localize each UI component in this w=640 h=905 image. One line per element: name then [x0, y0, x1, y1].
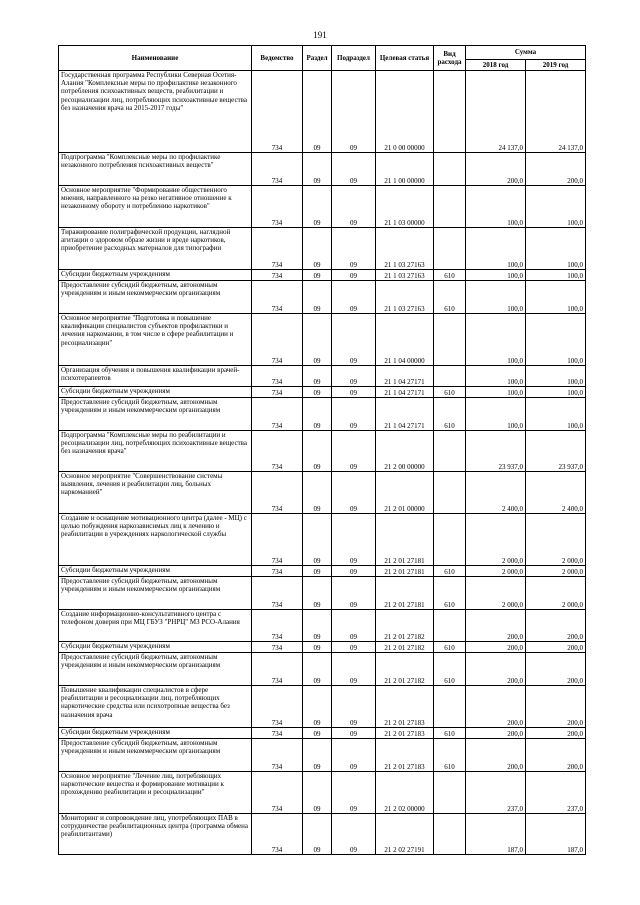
cell-sum-2018: 2 400,0	[466, 472, 526, 514]
cell-target: 21 2 00 00000	[376, 431, 434, 472]
cell-department: 734	[252, 514, 303, 566]
cell-expense-type	[434, 186, 466, 228]
cell-department: 734	[252, 153, 303, 186]
cell-sum-2019: 100,0	[526, 366, 586, 387]
cell-department: 734	[252, 71, 303, 153]
cell-sum-2019: 2 000,0	[526, 566, 586, 577]
cell-name: Предоставление субсидий бюджетным, автономным учреждениям и иным некоммерческим организациям	[59, 577, 252, 610]
cell-target: 21 1 03 00000	[376, 186, 434, 228]
cell-section: 09	[303, 387, 332, 398]
header-name: Наименование	[59, 46, 252, 71]
cell-expense-type	[434, 431, 466, 472]
cell-section: 09	[303, 653, 332, 686]
cell-sum-2018: 23 937,0	[466, 431, 526, 472]
cell-target: 21 2 01 27182	[376, 610, 434, 642]
cell-name: Субсидии бюджетным учреждениям	[59, 642, 252, 653]
cell-subsection: 09	[332, 686, 376, 728]
cell-sum-2019: 24 137,0	[526, 71, 586, 153]
cell-sum-2019: 2 400,0	[526, 472, 586, 514]
cell-section: 09	[303, 71, 332, 153]
header-year-2019: 2019 год	[526, 60, 586, 71]
cell-expense-type: 610	[434, 270, 466, 281]
cell-sum-2018: 200,0	[466, 653, 526, 686]
cell-sum-2018: 24 137,0	[466, 71, 526, 153]
table-row	[59, 772, 586, 814]
cell-sum-2018: 200,0	[466, 686, 526, 728]
cell-section: 09	[303, 186, 332, 228]
cell-sum-2018: 100,0	[466, 270, 526, 281]
cell-department: 734	[252, 577, 303, 610]
cell-subsection: 09	[332, 739, 376, 772]
cell-subsection: 09	[332, 71, 376, 153]
cell-sum-2018: 187,0	[466, 814, 526, 855]
cell-sum-2019: 2 000,0	[526, 514, 586, 566]
cell-section: 09	[303, 398, 332, 431]
cell-target: 21 2 01 27183	[376, 728, 434, 739]
cell-expense-type	[434, 314, 466, 366]
header-subsection: Подраздел	[332, 46, 376, 71]
cell-section: 09	[303, 577, 332, 610]
cell-name: Создание и оснащение мотивационного центра (далее - МЦ) с целью побуждения наркозависимых лиц к лечению и реабилитации в учреждениях наркологической службы	[59, 514, 252, 566]
cell-sum-2018: 200,0	[466, 153, 526, 186]
table-row	[59, 314, 586, 366]
table-row	[59, 398, 586, 431]
cell-department: 734	[252, 281, 303, 314]
cell-name: Субсидии бюджетным учреждениям	[59, 566, 252, 577]
cell-name: Субсидии бюджетным учреждениям	[59, 387, 252, 398]
cell-department: 734	[252, 610, 303, 642]
cell-subsection: 09	[332, 772, 376, 814]
cell-sum-2018: 100,0	[466, 398, 526, 431]
cell-department: 734	[252, 366, 303, 387]
cell-name: Подпрограмма "Комплексные меры по реабилитации и ресоциализации лиц, потребляющих психоактивные вещества без назначения врача"	[59, 431, 252, 472]
cell-section: 09	[303, 814, 332, 855]
cell-target: 21 2 02 27191	[376, 814, 434, 855]
table-row	[59, 610, 586, 642]
cell-section: 09	[303, 739, 332, 772]
cell-department: 734	[252, 387, 303, 398]
table-row	[59, 739, 586, 772]
cell-section: 09	[303, 772, 332, 814]
cell-sum-2019: 100,0	[526, 281, 586, 314]
cell-sum-2018: 100,0	[466, 314, 526, 366]
cell-sum-2019: 237,0	[526, 772, 586, 814]
cell-department: 734	[252, 186, 303, 228]
page-number: 191	[313, 30, 327, 40]
cell-sum-2019: 200,0	[526, 653, 586, 686]
cell-department: 734	[252, 431, 303, 472]
cell-subsection: 09	[332, 228, 376, 270]
table-row	[59, 387, 586, 398]
cell-section: 09	[303, 686, 332, 728]
table-row	[59, 153, 586, 186]
cell-subsection: 09	[332, 577, 376, 610]
cell-name: Субсидии бюджетным учреждениям	[59, 728, 252, 739]
cell-expense-type	[434, 153, 466, 186]
cell-sum-2019: 2 000,0	[526, 577, 586, 610]
cell-name: Мониторинг и сопровождение лиц, употребляющих ПАВ в сотрудничестве реабилитационных центра (программа обмена реабилитантами)	[59, 814, 252, 855]
cell-department: 734	[252, 772, 303, 814]
header-target: Целевая статья	[376, 46, 434, 71]
table-row	[59, 431, 586, 472]
cell-sum-2019: 187,0	[526, 814, 586, 855]
table-row	[59, 577, 586, 610]
cell-section: 09	[303, 514, 332, 566]
cell-department: 734	[252, 398, 303, 431]
cell-subsection: 09	[332, 653, 376, 686]
cell-target: 21 1 04 27171	[376, 366, 434, 387]
cell-sum-2018: 100,0	[466, 281, 526, 314]
cell-section: 09	[303, 472, 332, 514]
cell-expense-type: 610	[434, 281, 466, 314]
cell-target: 21 1 04 27171	[376, 398, 434, 431]
cell-sum-2019: 200,0	[526, 642, 586, 653]
cell-name: Тиражирование полиграфической продукции, наглядной агитации о здоровом образе жизни и вреде наркотиков, приобретение расходных материалов для типографии	[59, 228, 252, 270]
cell-subsection: 09	[332, 281, 376, 314]
budget-table-body	[59, 71, 586, 855]
cell-subsection: 09	[332, 398, 376, 431]
cell-expense-type	[434, 772, 466, 814]
cell-sum-2018: 100,0	[466, 186, 526, 228]
table-row	[59, 728, 586, 739]
cell-name: Создание информационно-консультативного центра с телефоном доверия при МЦ ГБУЗ "РНРЦ" МЗ РСО-Алания	[59, 610, 252, 642]
cell-expense-type: 610	[434, 642, 466, 653]
cell-expense-type	[434, 814, 466, 855]
cell-department: 734	[252, 270, 303, 281]
cell-subsection: 09	[332, 514, 376, 566]
cell-subsection: 09	[332, 610, 376, 642]
cell-target: 21 2 01 27181	[376, 514, 434, 566]
cell-target: 21 2 02 00000	[376, 772, 434, 814]
table-row	[59, 566, 586, 577]
cell-sum-2018: 200,0	[466, 728, 526, 739]
cell-target: 21 1 04 27171	[376, 387, 434, 398]
cell-subsection: 09	[332, 153, 376, 186]
cell-expense-type: 610	[434, 566, 466, 577]
cell-sum-2019: 200,0	[526, 686, 586, 728]
cell-sum-2019: 200,0	[526, 610, 586, 642]
cell-section: 09	[303, 228, 332, 270]
table-row	[59, 228, 586, 270]
cell-expense-type: 610	[434, 577, 466, 610]
cell-sum-2018: 100,0	[466, 228, 526, 270]
cell-name: Основное мероприятие "Лечение лиц, потребляющих наркотические вещества и формирование мотивации к прохождению реабилитации и ресоциализации"	[59, 772, 252, 814]
cell-department: 734	[252, 642, 303, 653]
cell-expense-type: 610	[434, 387, 466, 398]
cell-sum-2018: 2 000,0	[466, 514, 526, 566]
cell-section: 09	[303, 270, 332, 281]
cell-sum-2018: 2 000,0	[466, 566, 526, 577]
table-row	[59, 642, 586, 653]
cell-target: 21 2 01 27182	[376, 653, 434, 686]
cell-sum-2018: 200,0	[466, 642, 526, 653]
cell-target: 21 2 01 27181	[376, 577, 434, 610]
header-expense-type: Вид расхода	[434, 46, 466, 71]
cell-sum-2018: 237,0	[466, 772, 526, 814]
cell-name: Субсидии бюджетным учреждениям	[59, 270, 252, 281]
cell-sum-2019: 100,0	[526, 398, 586, 431]
cell-sum-2019: 200,0	[526, 153, 586, 186]
cell-department: 734	[252, 728, 303, 739]
header-sum: Сумма	[466, 46, 586, 60]
cell-target: 21 1 00 00000	[376, 153, 434, 186]
table-row	[59, 281, 586, 314]
cell-department: 734	[252, 686, 303, 728]
cell-section: 09	[303, 153, 332, 186]
cell-subsection: 09	[332, 728, 376, 739]
cell-section: 09	[303, 610, 332, 642]
cell-expense-type: 610	[434, 728, 466, 739]
cell-section: 09	[303, 728, 332, 739]
cell-sum-2018: 200,0	[466, 610, 526, 642]
cell-target: 21 1 03 27163	[376, 228, 434, 270]
table-row	[59, 814, 586, 855]
header-section: Раздел	[303, 46, 332, 71]
cell-expense-type	[434, 472, 466, 514]
cell-department: 734	[252, 314, 303, 366]
cell-sum-2018: 200,0	[466, 739, 526, 772]
cell-section: 09	[303, 566, 332, 577]
cell-subsection: 09	[332, 387, 376, 398]
cell-sum-2019: 200,0	[526, 728, 586, 739]
cell-name: Государственная программа Республики Северная Осетия-Алания "Комплексные меры по профилактике незаконного потребления психоактивных веществ, реабилитации и ресоциализации лиц, потребляющих психоактивные вещества без назначения врача на 2015-2017 годы"	[59, 71, 252, 153]
cell-name: Основное мероприятие "Подготовка и повышение квалификации специалистов субъектов профилактики и лечения наркомании, в том числе в сфере реабилитации и ресоциализации"	[59, 314, 252, 366]
cell-department: 734	[252, 739, 303, 772]
cell-section: 09	[303, 366, 332, 387]
cell-subsection: 09	[332, 566, 376, 577]
cell-sum-2019: 100,0	[526, 228, 586, 270]
cell-subsection: 09	[332, 642, 376, 653]
cell-department: 734	[252, 814, 303, 855]
table-row	[59, 270, 586, 281]
cell-expense-type	[434, 514, 466, 566]
cell-department: 734	[252, 653, 303, 686]
cell-subsection: 09	[332, 814, 376, 855]
cell-subsection: 09	[332, 472, 376, 514]
cell-department: 734	[252, 566, 303, 577]
cell-expense-type	[434, 366, 466, 387]
table-row	[59, 71, 586, 153]
cell-name: Предоставление субсидий бюджетным, автономным учреждениям и иным некоммерческим организациям	[59, 653, 252, 686]
cell-name: Основное мероприятие "Совершенствование системы выявления, лечения и реабилитации лиц, больных наркоманией"	[59, 472, 252, 514]
cell-name: Организация обучения и повышения квалификации врачей- психотерапевтов	[59, 366, 252, 387]
cell-sum-2019: 100,0	[526, 387, 586, 398]
cell-subsection: 09	[332, 186, 376, 228]
cell-sum-2019: 100,0	[526, 186, 586, 228]
cell-subsection: 09	[332, 314, 376, 366]
cell-section: 09	[303, 314, 332, 366]
cell-expense-type: 610	[434, 653, 466, 686]
cell-target: 21 2 01 27182	[376, 642, 434, 653]
cell-target: 21 1 03 27163	[376, 270, 434, 281]
cell-name: Повышение квалификации специалистов в сфере реабилитации и ресоциализации лиц, потребляющих наркотические средства или психотропные вещества без назначения врача	[59, 686, 252, 728]
cell-sum-2019: 100,0	[526, 314, 586, 366]
cell-expense-type	[434, 610, 466, 642]
cell-sum-2018: 2 000,0	[466, 577, 526, 610]
cell-section: 09	[303, 431, 332, 472]
cell-expense-type: 610	[434, 739, 466, 772]
cell-subsection: 09	[332, 270, 376, 281]
cell-name: Предоставление субсидий бюджетным, автономным учреждениям и иным некоммерческим организациям	[59, 398, 252, 431]
cell-name: Предоставление субсидий бюджетным, автономным учреждениям и иным некоммерческим организациям	[59, 739, 252, 772]
cell-target: 21 0 00 00000	[376, 71, 434, 153]
cell-sum-2019: 23 937,0	[526, 431, 586, 472]
cell-sum-2019: 200,0	[526, 739, 586, 772]
cell-name: Подпрограмма "Комплексные меры по профилактике незаконного потребления психоактивных веществ"	[59, 153, 252, 186]
cell-sum-2018: 100,0	[466, 366, 526, 387]
cell-target: 21 1 04 00000	[376, 314, 434, 366]
table-row	[59, 514, 586, 566]
table-row	[59, 472, 586, 514]
table-row	[59, 686, 586, 728]
cell-target: 21 2 01 27181	[376, 566, 434, 577]
header-year-2018: 2018 год	[466, 60, 526, 71]
header-department: Ведомство	[252, 46, 303, 71]
cell-department: 734	[252, 228, 303, 270]
cell-department: 734	[252, 472, 303, 514]
table-row	[59, 186, 586, 228]
cell-sum-2019: 100,0	[526, 270, 586, 281]
cell-sum-2018: 100,0	[466, 387, 526, 398]
cell-target: 21 1 03 27163	[376, 281, 434, 314]
cell-target: 21 2 01 27183	[376, 739, 434, 772]
cell-expense-type	[434, 686, 466, 728]
table-row	[59, 653, 586, 686]
cell-section: 09	[303, 281, 332, 314]
cell-name: Предоставление субсидий бюджетным, автономным учреждениям и иным некоммерческим организациям	[59, 281, 252, 314]
cell-expense-type: 610	[434, 398, 466, 431]
table-row	[59, 366, 586, 387]
cell-target: 21 2 01 00000	[376, 472, 434, 514]
cell-section: 09	[303, 642, 332, 653]
budget-table	[58, 45, 586, 855]
cell-subsection: 09	[332, 431, 376, 472]
cell-subsection: 09	[332, 366, 376, 387]
cell-target: 21 2 01 27183	[376, 686, 434, 728]
cell-expense-type	[434, 71, 466, 153]
cell-expense-type	[434, 228, 466, 270]
cell-name: Основное мероприятие "Формирование общественного мнения, направленного на резко негативное отношение к незаконному обороту и потреблению наркотиков"	[59, 186, 252, 228]
